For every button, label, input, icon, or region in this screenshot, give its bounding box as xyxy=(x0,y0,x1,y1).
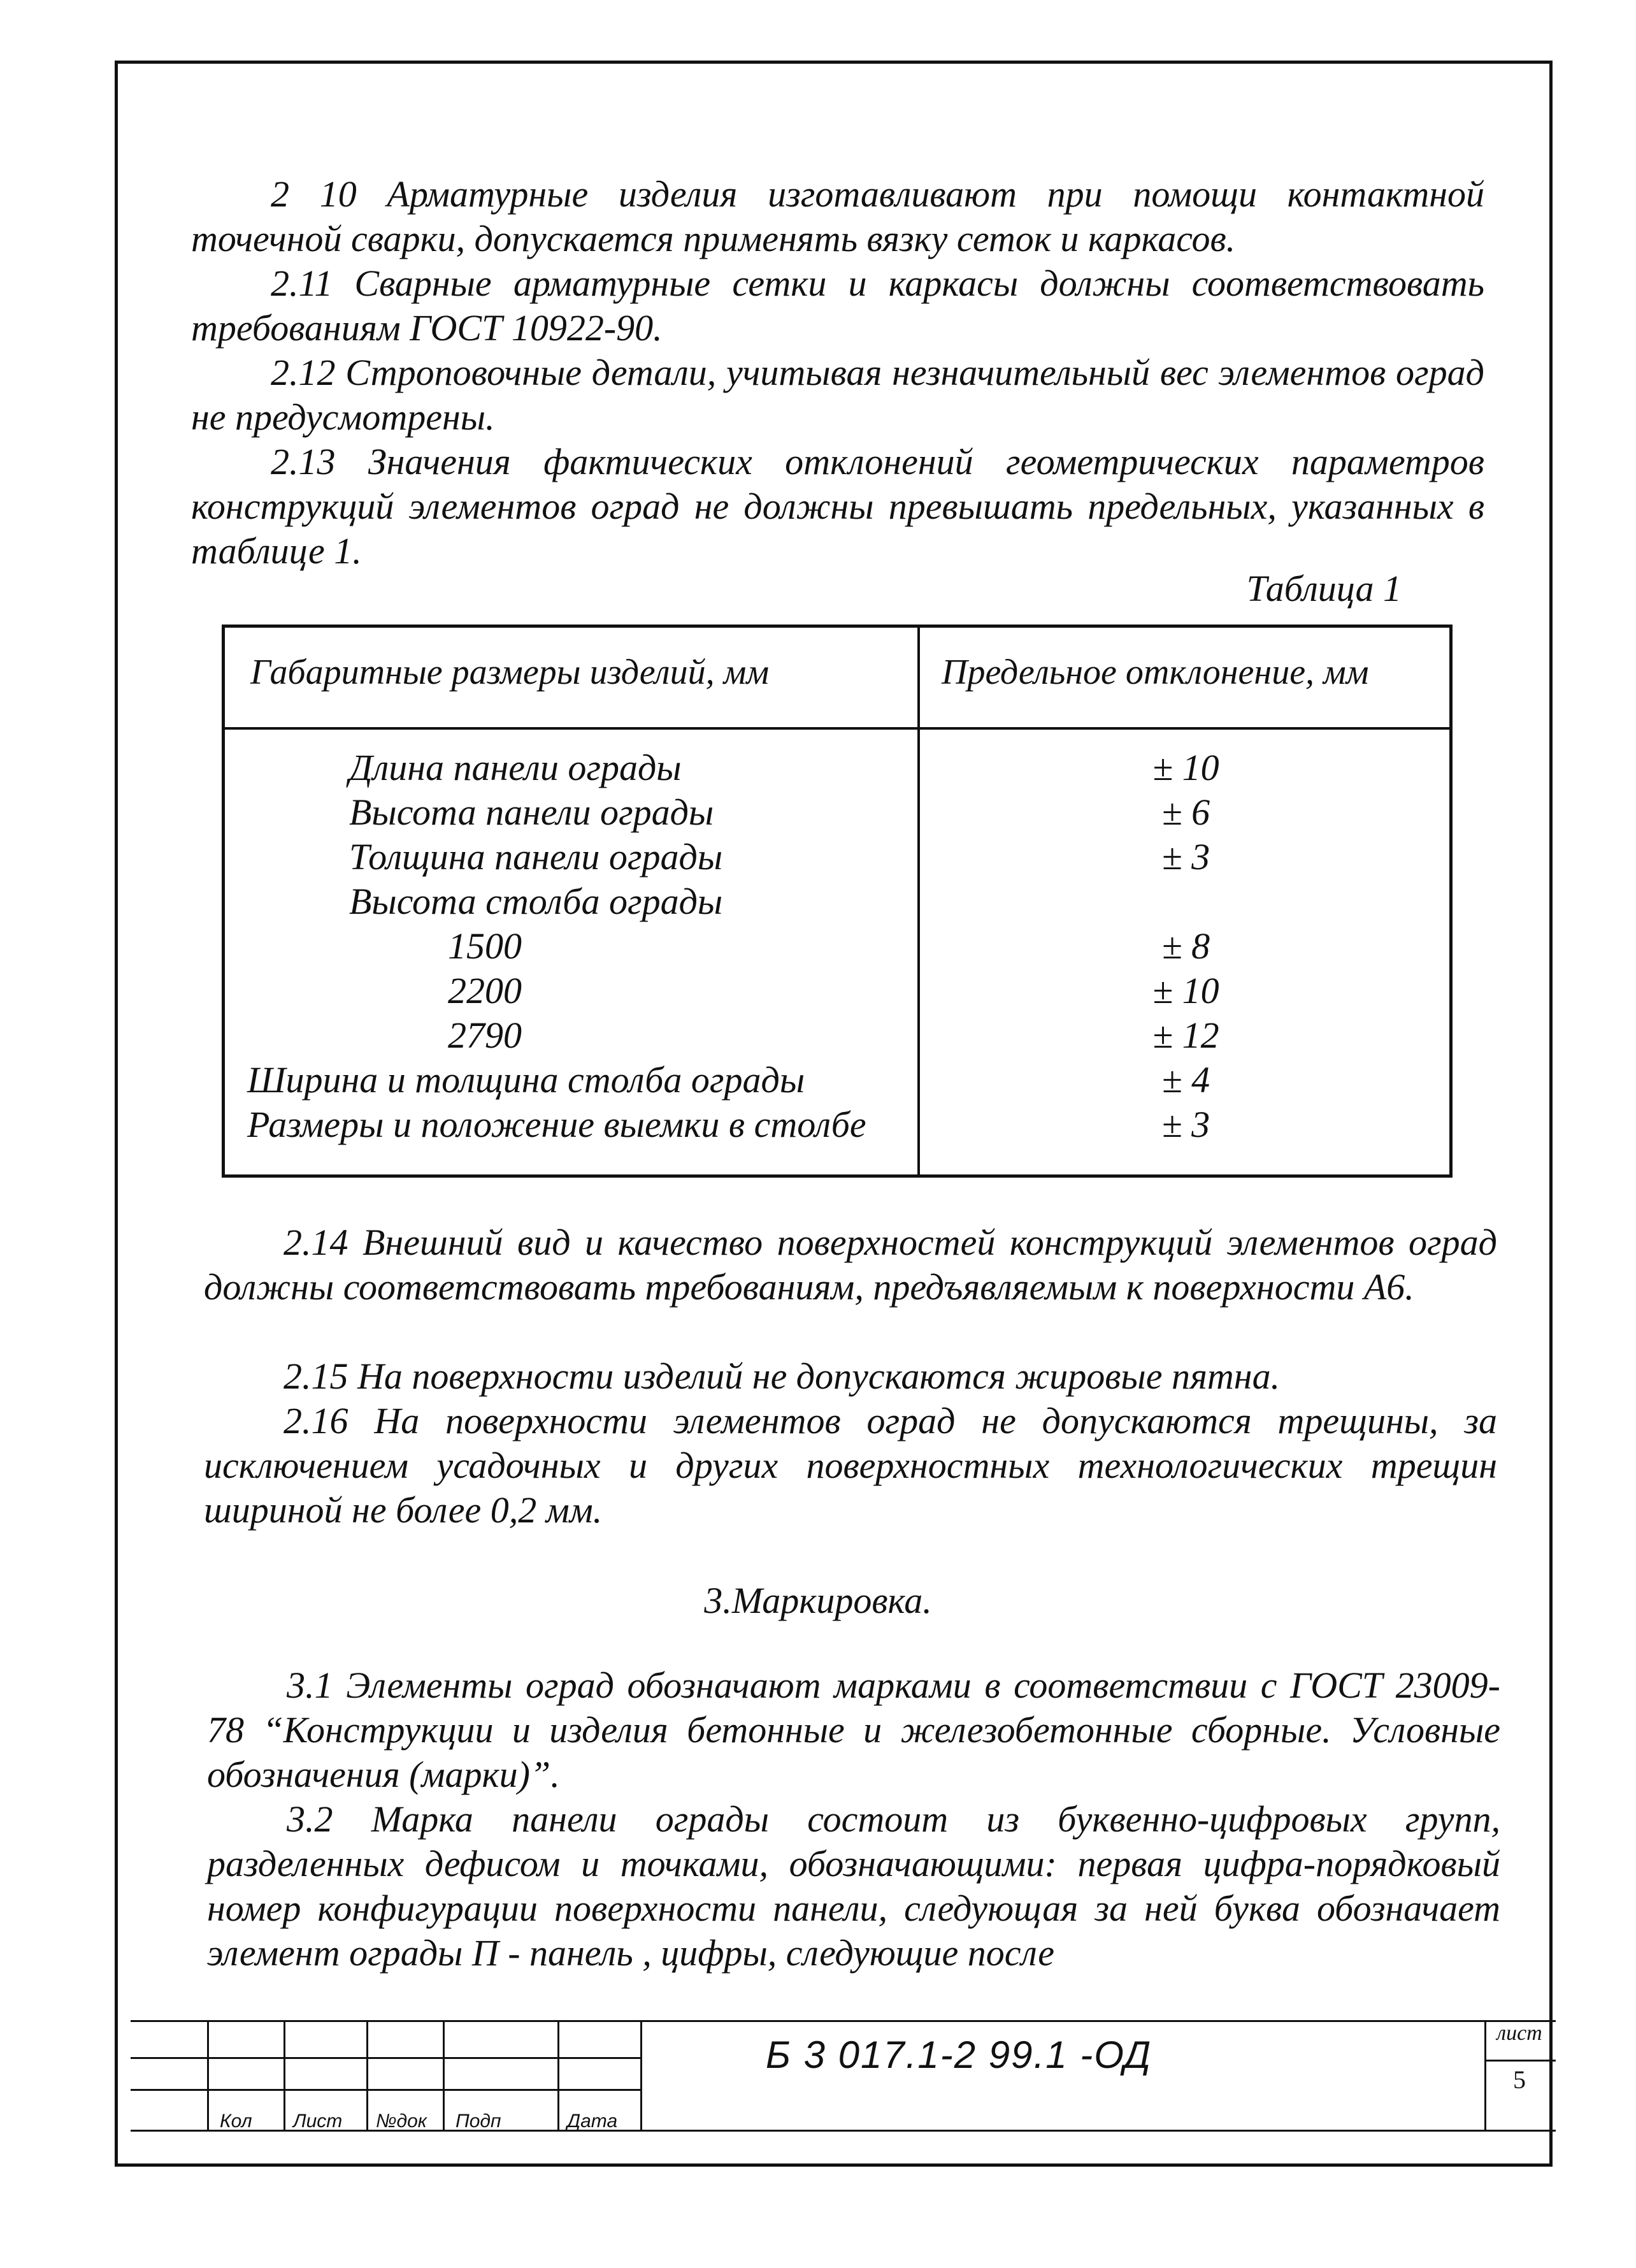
title-block-caption: Кол xyxy=(220,2111,252,2132)
paragraph-rest: точечной сварки, допускается применять вязку сеток и каркасов. xyxy=(191,218,1236,259)
table-column-tolerance xyxy=(920,746,1452,1147)
title-block-line xyxy=(131,2020,1556,2022)
table-cell-value: ± 3 xyxy=(1161,836,1210,878)
paragraph-2-15 xyxy=(204,1354,1497,1399)
table-cell-value: ± 12 xyxy=(1152,1015,1219,1056)
title-block-line xyxy=(283,2020,285,2130)
paragraph-first-line: 2.14 Внешний вид и качество поверхностей конструкций элементов xyxy=(283,1222,1395,1263)
sheet-label: лист xyxy=(1496,2021,1542,2045)
title-block-line xyxy=(207,2020,209,2130)
table-cell-name: Ширина и толщина столба ограды xyxy=(247,1059,805,1101)
paragraph-rest: оград должны соответствовать требованиям, предъявляемым к поверхности А6. xyxy=(204,1222,1498,1308)
table-caption: Таблица 1 xyxy=(1246,568,1402,609)
title-block-line xyxy=(443,2020,445,2130)
title-block-line xyxy=(1484,2060,1556,2062)
title-block-caption: Подп xyxy=(456,2111,501,2132)
paragraph-first-line: 2.15 На поверхности изделий не допускаются жировые пятна. xyxy=(283,1355,1281,1397)
title-block-caption: Лист xyxy=(293,2111,343,2132)
paragraph-rest: разделенных дефисом и точками, обозначающими: первая цифра-порядковый номер конфигурации поверхности панели, следующая за ней буква обозначает элемент ограды П - панель , цифры, следующие после xyxy=(207,1843,1500,1974)
table-cell-name: 2790 xyxy=(448,1015,522,1056)
paragraph-2-11 xyxy=(191,261,1484,350)
table-cell-value xyxy=(920,879,1452,924)
tolerance-table xyxy=(222,625,1453,1178)
table-column-dimensions xyxy=(225,746,917,1147)
title-block-caption: Дата xyxy=(567,2111,618,2132)
paragraph-2-12 xyxy=(191,350,1484,440)
paragraph-first-line: 3.2 Марка панели ограды состоит из буквенно-цифровых групп, xyxy=(287,1798,1500,1840)
table-cell-value: ± 6 xyxy=(1161,791,1210,833)
section-heading-marking: 3.Маркировка. xyxy=(704,1580,932,1621)
table-cell-value: ± 10 xyxy=(1152,970,1219,1011)
table-cell-value: ± 4 xyxy=(1161,1059,1210,1101)
paragraph-first-line: 3.1 Элементы оград обозначают марками в соответствии с ГОСТ xyxy=(287,1665,1383,1706)
table-cell-value: ± 3 xyxy=(1161,1104,1210,1145)
table-cell-name: 1500 xyxy=(448,925,522,967)
paragraph-rest: 23009-78 “Конструкции и изделия бетонные и железобетонные сборные. Условные обозначения (марки)”. xyxy=(207,1665,1500,1795)
paragraph-3-1 xyxy=(207,1663,1500,1797)
title-block-caption: №док xyxy=(376,2111,427,2132)
table-cell-name: Высота панели ограды xyxy=(349,791,714,833)
table-cell-name: Толщина панели ограды xyxy=(349,836,723,878)
table-cell-name: Размеры и положение выемки в столбе xyxy=(247,1104,866,1145)
paragraph-first-line: 2.13 Значения фактических отклонений геометрических параметров xyxy=(271,441,1484,482)
table-cell-name: 2200 xyxy=(448,970,522,1011)
title-block-line xyxy=(1484,2020,1486,2130)
table-cell-name: Высота столба ограды xyxy=(349,881,723,922)
table-cell-name: Длина панели ограды xyxy=(349,747,682,788)
paragraph-rest: требованиям ГОСТ 10922-90. xyxy=(191,307,663,349)
paragraph-first-line: 2 10 Арматурные изделия изготавливают при помощи контактной xyxy=(271,173,1484,215)
sheet-number: 5 xyxy=(1513,2065,1526,2094)
table-cell-value: ± 8 xyxy=(1161,925,1210,967)
table-divider-header xyxy=(225,727,1449,730)
paragraph-first-line: 2.12 Строповочные детали, учитывая незначительный вес элементов xyxy=(271,352,1386,393)
title-block-line xyxy=(131,2130,1556,2132)
table-cell-value: ± 10 xyxy=(1152,747,1219,788)
table-header-tolerance: Предельное отклонение, мм xyxy=(942,653,1369,692)
paragraph-rest: оград не предусмотрены. xyxy=(191,352,1485,438)
paragraph-first-line: 2.11 Сварные арматурные сетки и каркасы должны соответствовать xyxy=(271,263,1484,304)
title-block-line xyxy=(557,2020,559,2130)
paragraph-2-13 xyxy=(191,440,1484,574)
paragraph-3-2 xyxy=(207,1797,1500,1975)
title-block xyxy=(131,2020,1556,2132)
document-code: Б 3 017.1-2 99.1 -ОД xyxy=(765,2033,1152,2076)
paragraph-2-10 xyxy=(191,172,1484,261)
paragraph-2-16 xyxy=(204,1399,1497,1533)
title-block-line xyxy=(366,2020,368,2130)
paragraph-rest: исключением усадочных и других поверхностных технологических трещин шириной не более 0,2 мм. xyxy=(204,1445,1497,1531)
paragraph-first-line: 2.16 На поверхности элементов оград не допускаются трещины, за xyxy=(283,1400,1497,1441)
paragraph-rest: конструкций элементов оград не должны превышать предельных, указанных в таблице 1. xyxy=(191,486,1484,572)
table-header-dimensions: Габаритные размеры изделий, мм xyxy=(250,653,770,692)
paragraph-2-14 xyxy=(204,1220,1497,1310)
